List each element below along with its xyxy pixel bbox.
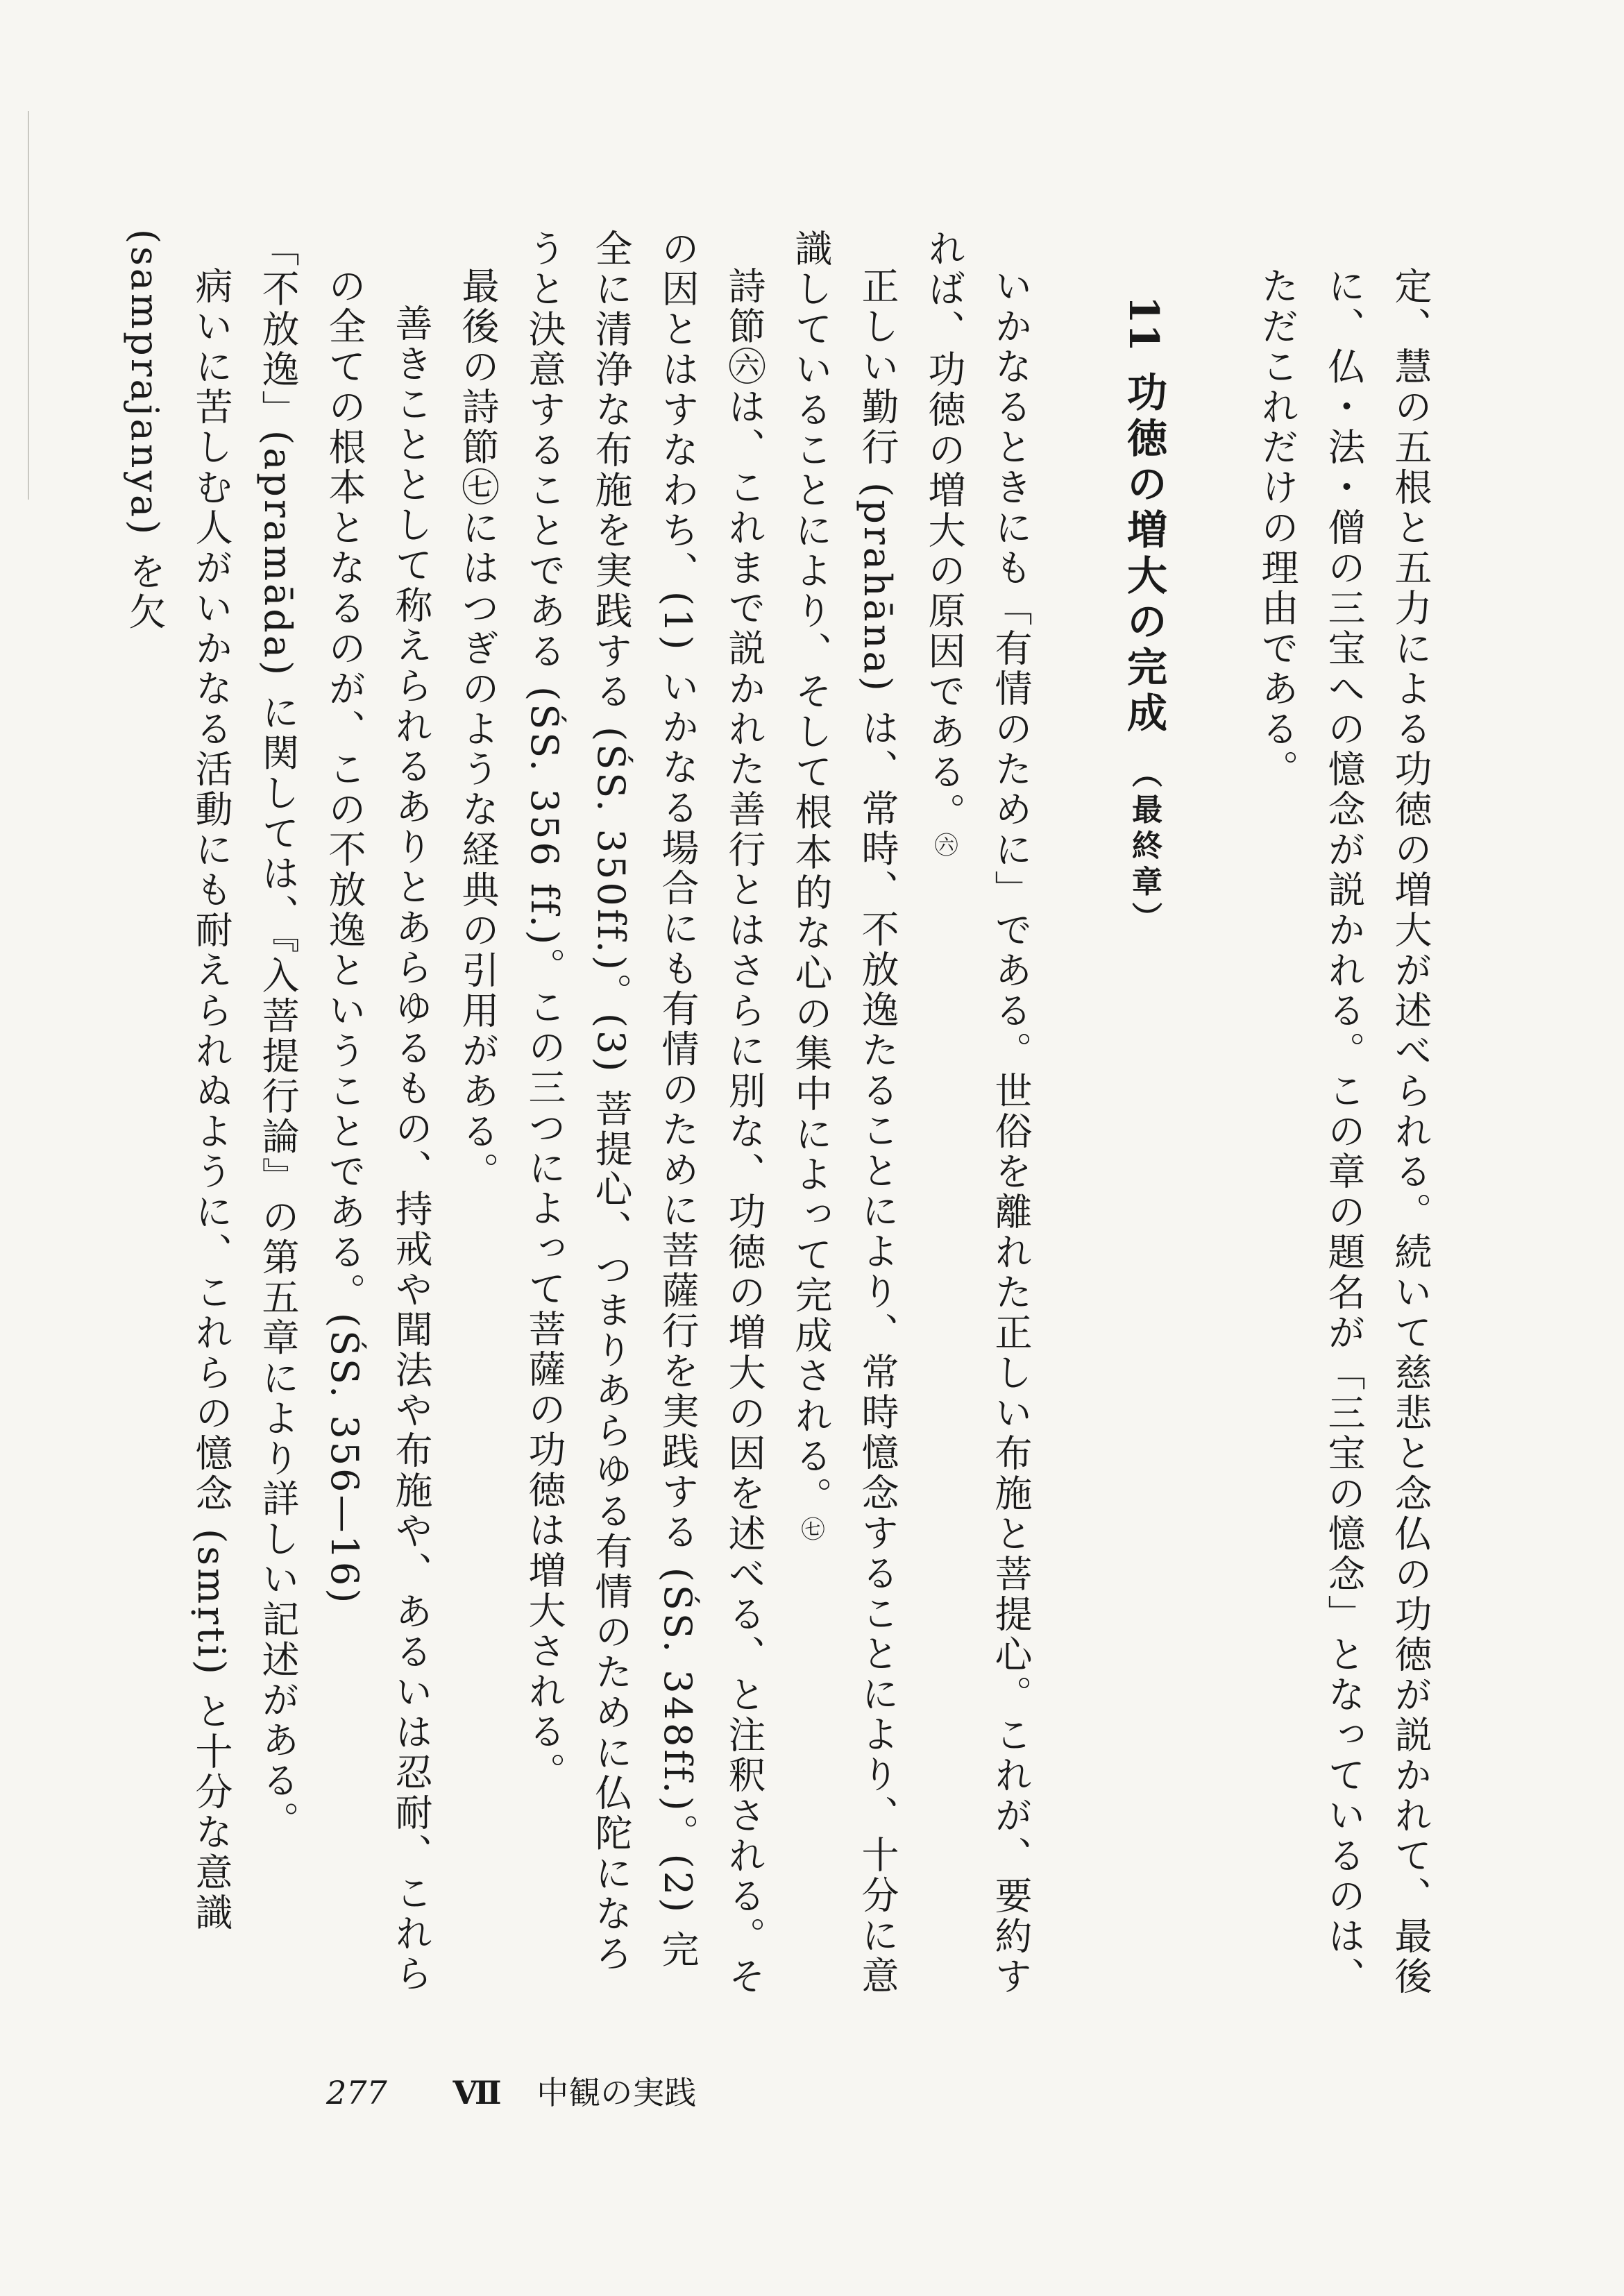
verse-1-text: いかなるときにも「有情のために」である。世俗を離れた正しい布施と菩提心。これが、要約すれば、功徳の増大の原因である。 — [922, 229, 1033, 1997]
verse-2 — [777, 229, 911, 2005]
page-number: 277 — [326, 2074, 387, 2111]
continued-paragraph: 定、慧の五根と五力による功徳の増大が述べられる。続いて慈悲と念仏の功徳が説かれて、最後に、仏・法・僧の三宝への憶念が説かれる。この章の題名が「三宝の憶念」となっているのは、ただこれだけの理由である。 — [1255, 266, 1432, 1997]
chapter-number: Ⅶ — [452, 2074, 502, 2111]
verse-1 — [911, 229, 1044, 2005]
verse-1-note: ㊅ — [930, 833, 958, 859]
chapter-title: 中観の実践 — [536, 2074, 697, 2111]
quotation: 善きこととして称えられるありとあらゆるもの、持戒や聞法や布施や、あるいは忍耐、これらの全ての根本となるのが、この不放逸ということである。(ŚS. 356—16) — [323, 266, 433, 1994]
vertical-text-body — [123, 229, 1444, 2005]
final-paragraph: 病いに苦しむ人がいかなる活動にも耐えられぬように、これらの憶念 (smṛti) と十分な意識 (samprajanya) を欠 — [123, 229, 233, 1934]
apramada-paragraph: 「不放逸」(apramāda) に関しては、『入菩提行論』の第五章により詳しい記述がある。 — [256, 229, 300, 1842]
section-number: 11 — [1120, 296, 1167, 352]
page-margin-mark — [28, 111, 29, 500]
section-title: 功徳の増大の完成 — [1120, 371, 1167, 738]
verse-2-note: ㊆ — [797, 1517, 824, 1543]
page-footer — [326, 2068, 696, 2114]
section-heading — [1110, 229, 1177, 2005]
section-subtitle: （最終章） — [1126, 757, 1162, 938]
quotation-intro: 最後の詩節㊆にはつぎのような経典の引用がある。 — [456, 266, 500, 1192]
verse-2-text: 正しい勤行 (prahāna) は、常時、不放逸たることにより、常時憶念することにより、十分に意識していることにより、そして根本的な心の集中によって完成される。 — [789, 229, 899, 1996]
commentary-paragraph: 詩節㊅は、これまで説かれた善行とはさらに別な、功徳の増大の因を述べる、と注釈される。その因とはすなわち、(1) いかなる場合にも有情のために菩薩行を実践する (ŚS. 348ff.)。(2) 完全に清浄な布施を実践する (ŚS. 350ff.)。(3) 菩提心、つまりあらゆる有情のために仏陀になろうと決意することである (ŚS. 356 ff.)。この三つによって菩薩の功徳は増大される。 — [523, 229, 766, 1997]
